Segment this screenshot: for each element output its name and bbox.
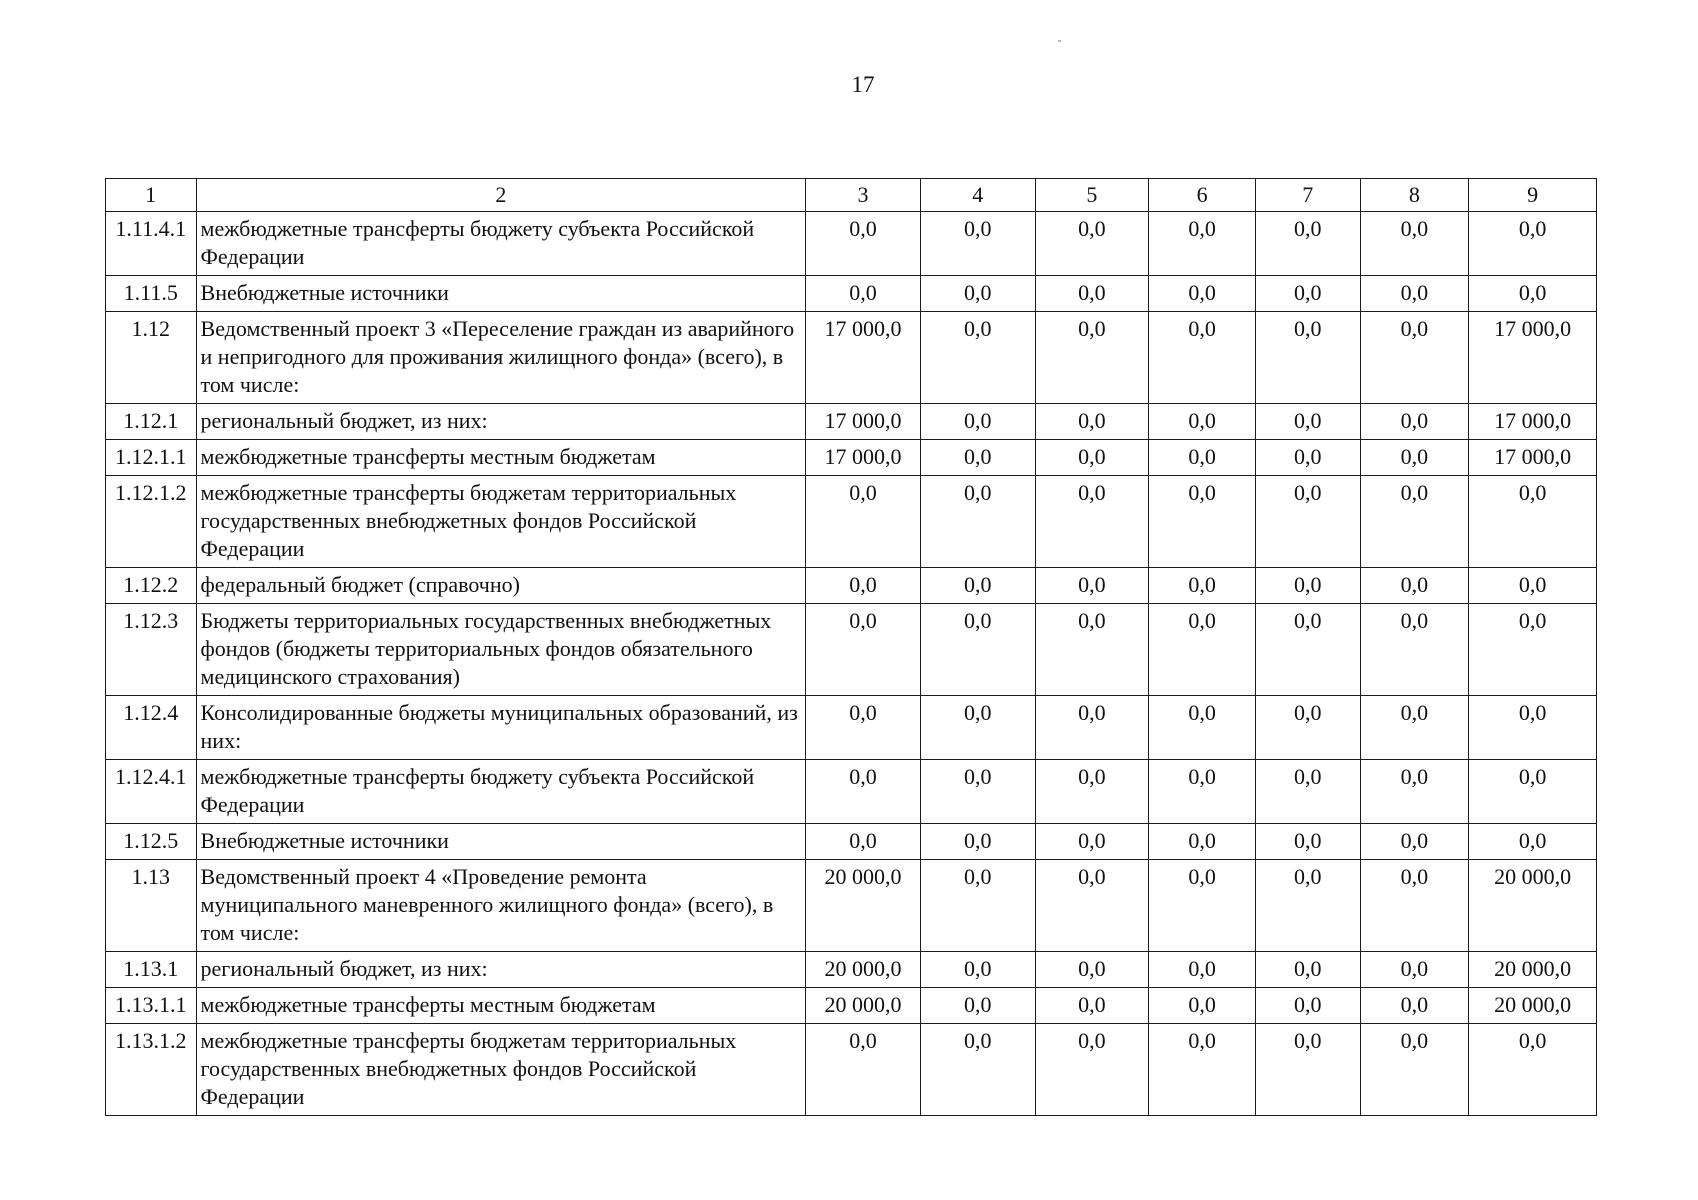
row-code-cell: 1.12.1 (106, 404, 197, 440)
row-value-cell: 0,0 (1035, 760, 1149, 824)
budget-table (105, 178, 1597, 1116)
table-row (106, 760, 1597, 824)
table-row (106, 276, 1597, 312)
scan-artifact (1058, 40, 1061, 42)
table-row (106, 440, 1597, 476)
row-value-cell: 0,0 (1035, 312, 1149, 404)
row-value-cell: 0,0 (806, 212, 921, 276)
table-row (106, 604, 1597, 696)
row-value-cell: 0,0 (1255, 568, 1360, 604)
table-row (106, 312, 1597, 404)
row-value-cell: 0,0 (1360, 604, 1469, 696)
row-value-cell: 0,0 (1035, 604, 1149, 696)
table-row (106, 404, 1597, 440)
column-header: 7 (1255, 179, 1360, 212)
row-value-cell: 0,0 (1360, 988, 1469, 1024)
row-value-cell: 0,0 (920, 212, 1035, 276)
row-value-cell: 0,0 (806, 1024, 921, 1116)
row-value-cell: 0,0 (920, 1024, 1035, 1116)
row-code-cell: 1.12.5 (106, 824, 197, 860)
row-value-cell: 0,0 (1035, 476, 1149, 568)
row-code-cell: 1.13 (106, 860, 197, 952)
table-header-row (106, 179, 1597, 212)
row-value-cell: 0,0 (920, 952, 1035, 988)
row-description-cell: Ведомственный проект 4 «Проведение ремонта муниципального маневренного жилищного фонда» (всего), в том числе: (196, 860, 806, 952)
row-code-cell: 1.11.4.1 (106, 212, 197, 276)
row-value-cell: 17 000,0 (1469, 312, 1597, 404)
row-value-cell: 0,0 (806, 760, 921, 824)
row-description-cell: Консолидированные бюджеты муниципальных образований, из них: (196, 696, 806, 760)
row-code-cell: 1.12.3 (106, 604, 197, 696)
row-value-cell: 0,0 (1035, 824, 1149, 860)
row-value-cell: 0,0 (1255, 312, 1360, 404)
row-description-cell: межбюджетные трансферты местным бюджетам (196, 440, 806, 476)
row-code-cell: 1.13.1.1 (106, 988, 197, 1024)
row-value-cell: 0,0 (1035, 568, 1149, 604)
page-number: 17 (851, 72, 875, 97)
row-value-cell: 0,0 (920, 760, 1035, 824)
table-row (106, 696, 1597, 760)
row-value-cell: 17 000,0 (806, 312, 921, 404)
row-value-cell: 17 000,0 (1469, 404, 1597, 440)
row-value-cell: 0,0 (1035, 276, 1149, 312)
row-value-cell: 20 000,0 (1469, 988, 1597, 1024)
row-code-cell: 1.12.1.1 (106, 440, 197, 476)
row-value-cell: 0,0 (920, 404, 1035, 440)
row-code-cell: 1.12.1.2 (106, 476, 197, 568)
column-header: 2 (196, 179, 806, 212)
row-value-cell: 0,0 (1255, 1024, 1360, 1116)
table-row (106, 476, 1597, 568)
row-description-cell: межбюджетные трансферты бюджету субъекта Российской Федерации (196, 760, 806, 824)
row-value-cell: 0,0 (1035, 696, 1149, 760)
row-description-cell: федеральный бюджет (справочно) (196, 568, 806, 604)
row-value-cell: 0,0 (1255, 276, 1360, 312)
row-code-cell: 1.13.1.2 (106, 1024, 197, 1116)
row-value-cell: 0,0 (1149, 824, 1256, 860)
row-value-cell: 0,0 (1469, 760, 1597, 824)
column-header: 8 (1360, 179, 1469, 212)
row-value-cell: 0,0 (1255, 760, 1360, 824)
row-value-cell: 0,0 (1255, 604, 1360, 696)
row-description-cell: межбюджетные трансферты бюджетам территориальных государственных внебюджетных фондов Российской Федерации (196, 476, 806, 568)
table-row (106, 1024, 1597, 1116)
row-value-cell: 0,0 (1255, 860, 1360, 952)
row-value-cell: 0,0 (1149, 952, 1256, 988)
row-value-cell: 0,0 (920, 312, 1035, 404)
row-value-cell: 0,0 (1469, 212, 1597, 276)
row-value-cell: 0,0 (1149, 476, 1256, 568)
row-value-cell: 20 000,0 (806, 860, 921, 952)
table-row (106, 212, 1597, 276)
row-value-cell: 0,0 (1149, 1024, 1256, 1116)
row-value-cell: 0,0 (1149, 604, 1256, 696)
row-value-cell: 0,0 (1360, 276, 1469, 312)
row-value-cell: 20 000,0 (1469, 860, 1597, 952)
row-value-cell: 17 000,0 (1469, 440, 1597, 476)
row-description-cell: региональный бюджет, из них: (196, 952, 806, 988)
row-code-cell: 1.12 (106, 312, 197, 404)
row-value-cell: 0,0 (1360, 312, 1469, 404)
row-value-cell: 0,0 (1035, 860, 1149, 952)
row-value-cell: 0,0 (920, 860, 1035, 952)
row-value-cell: 0,0 (920, 276, 1035, 312)
row-description-cell: Внебюджетные источники (196, 276, 806, 312)
row-value-cell: 0,0 (1035, 952, 1149, 988)
table-row (106, 988, 1597, 1024)
row-value-cell: 0,0 (1469, 476, 1597, 568)
row-value-cell: 0,0 (1255, 696, 1360, 760)
row-value-cell: 0,0 (1035, 440, 1149, 476)
row-value-cell: 0,0 (1469, 696, 1597, 760)
column-header: 1 (106, 179, 197, 212)
column-header: 6 (1149, 179, 1256, 212)
row-value-cell: 0,0 (1469, 1024, 1597, 1116)
row-value-cell: 0,0 (1360, 824, 1469, 860)
row-description-cell: межбюджетные трансферты местным бюджетам (196, 988, 806, 1024)
column-header: 9 (1469, 179, 1597, 212)
row-value-cell: 0,0 (1255, 440, 1360, 476)
row-value-cell: 0,0 (920, 476, 1035, 568)
row-value-cell: 0,0 (1255, 404, 1360, 440)
row-value-cell: 0,0 (1149, 696, 1256, 760)
row-code-cell: 1.12.4 (106, 696, 197, 760)
column-header: 5 (1035, 179, 1149, 212)
row-value-cell: 0,0 (1255, 212, 1360, 276)
row-value-cell: 20 000,0 (806, 952, 921, 988)
row-value-cell: 0,0 (920, 824, 1035, 860)
row-value-cell: 0,0 (1360, 404, 1469, 440)
row-description-cell: Ведомственный проект 3 «Переселение граждан из аварийного и непригодного для проживания жилищного фонда» (всего), в том числе: (196, 312, 806, 404)
row-value-cell: 0,0 (1360, 212, 1469, 276)
row-value-cell: 20 000,0 (1469, 952, 1597, 988)
row-code-cell: 1.12.2 (106, 568, 197, 604)
row-value-cell: 0,0 (1255, 476, 1360, 568)
column-header: 3 (806, 179, 921, 212)
row-value-cell: 0,0 (806, 824, 921, 860)
row-value-cell: 0,0 (1360, 1024, 1469, 1116)
table-row (106, 860, 1597, 952)
row-value-cell: 20 000,0 (806, 988, 921, 1024)
row-value-cell: 0,0 (1469, 276, 1597, 312)
table-row (106, 568, 1597, 604)
table-row (106, 952, 1597, 988)
row-value-cell: 0,0 (1469, 604, 1597, 696)
row-value-cell: 0,0 (1360, 696, 1469, 760)
row-value-cell: 0,0 (1360, 860, 1469, 952)
row-value-cell: 0,0 (1149, 760, 1256, 824)
row-value-cell: 0,0 (1035, 988, 1149, 1024)
row-code-cell: 1.11.5 (106, 276, 197, 312)
row-value-cell: 0,0 (1255, 988, 1360, 1024)
row-value-cell: 0,0 (1035, 212, 1149, 276)
row-value-cell: 0,0 (1149, 568, 1256, 604)
row-value-cell: 0,0 (1149, 440, 1256, 476)
row-value-cell: 17 000,0 (806, 440, 921, 476)
row-value-cell: 0,0 (1035, 1024, 1149, 1116)
row-value-cell: 0,0 (806, 604, 921, 696)
row-value-cell: 0,0 (920, 440, 1035, 476)
row-value-cell: 0,0 (806, 476, 921, 568)
row-value-cell: 0,0 (1360, 952, 1469, 988)
row-value-cell: 0,0 (920, 604, 1035, 696)
row-value-cell: 0,0 (806, 568, 921, 604)
column-header: 4 (920, 179, 1035, 212)
row-description-cell: межбюджетные трансферты бюджету субъекта Российской Федерации (196, 212, 806, 276)
row-value-cell: 0,0 (1360, 568, 1469, 604)
row-value-cell: 0,0 (1149, 312, 1256, 404)
row-value-cell: 0,0 (1255, 824, 1360, 860)
row-value-cell: 0,0 (806, 276, 921, 312)
row-code-cell: 1.12.4.1 (106, 760, 197, 824)
row-value-cell: 0,0 (1360, 440, 1469, 476)
row-value-cell: 0,0 (1255, 952, 1360, 988)
row-description-cell: Внебюджетные источники (196, 824, 806, 860)
row-description-cell: региональный бюджет, из них: (196, 404, 806, 440)
row-value-cell: 0,0 (1360, 476, 1469, 568)
row-value-cell: 17 000,0 (806, 404, 921, 440)
row-value-cell: 0,0 (1149, 860, 1256, 952)
row-value-cell: 0,0 (1469, 568, 1597, 604)
row-code-cell: 1.13.1 (106, 952, 197, 988)
row-description-cell: межбюджетные трансферты бюджетам территориальных государственных внебюджетных фондов Российской Федерации (196, 1024, 806, 1116)
row-value-cell: 0,0 (1149, 988, 1256, 1024)
row-value-cell: 0,0 (806, 696, 921, 760)
row-value-cell: 0,0 (1149, 212, 1256, 276)
row-value-cell: 0,0 (1149, 404, 1256, 440)
row-value-cell: 0,0 (920, 568, 1035, 604)
row-value-cell: 0,0 (1149, 276, 1256, 312)
table-body (106, 212, 1597, 1116)
row-value-cell: 0,0 (920, 988, 1035, 1024)
table-row (106, 824, 1597, 860)
row-value-cell: 0,0 (1035, 404, 1149, 440)
row-value-cell: 0,0 (920, 696, 1035, 760)
row-description-cell: Бюджеты территориальных государственных внебюджетных фондов (бюджеты территориальных фондов обязательного медицинского страхования) (196, 604, 806, 696)
row-value-cell: 0,0 (1360, 760, 1469, 824)
row-value-cell: 0,0 (1469, 824, 1597, 860)
